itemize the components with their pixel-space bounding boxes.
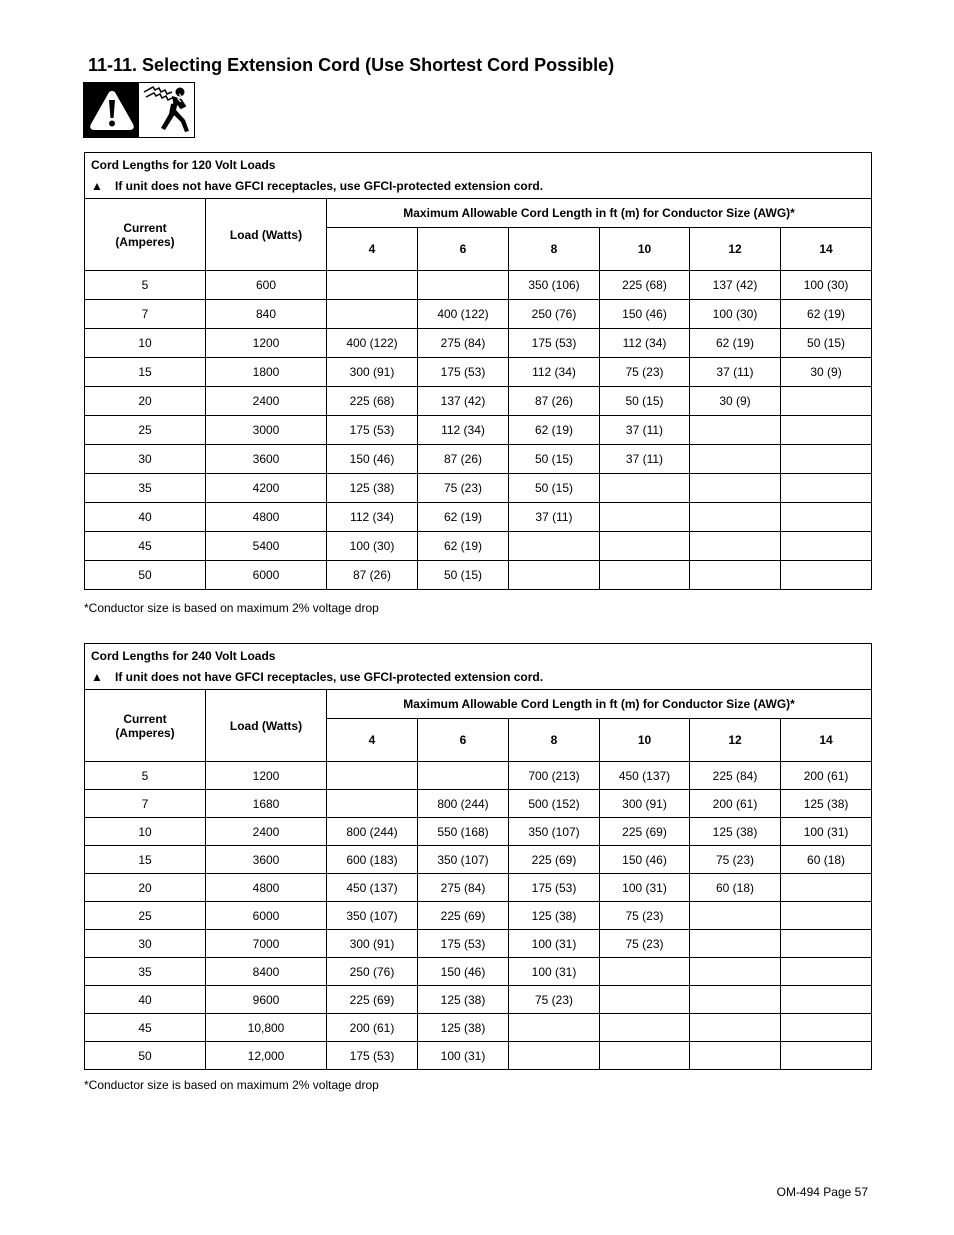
table-cell: 200 (61) bbox=[690, 790, 781, 818]
table-cell: 20 bbox=[85, 387, 206, 416]
header-row bbox=[85, 199, 872, 228]
table-cell: 4200 bbox=[206, 474, 327, 503]
table-cell: 87 (26) bbox=[509, 387, 600, 416]
table-row bbox=[85, 445, 872, 474]
table-cell: 62 (19) bbox=[509, 416, 600, 445]
warning-triangle-icon: ▲ bbox=[91, 179, 103, 193]
table-cell: 1680 bbox=[206, 790, 327, 818]
table-cell bbox=[690, 902, 781, 930]
header-current: Current (Amperes) bbox=[85, 690, 206, 762]
table-cell: 60 (18) bbox=[781, 846, 872, 874]
table-cell: 175 (53) bbox=[418, 930, 509, 958]
table-cell bbox=[690, 445, 781, 474]
table-cell bbox=[781, 474, 872, 503]
table-cell: 100 (30) bbox=[327, 532, 418, 561]
table-cell bbox=[781, 445, 872, 474]
table-caption-row bbox=[85, 644, 872, 690]
table-cell: 175 (53) bbox=[509, 329, 600, 358]
table-body bbox=[85, 762, 872, 1070]
table-cell: 50 bbox=[85, 1042, 206, 1070]
table-cell: 35 bbox=[85, 474, 206, 503]
table-cell: 50 bbox=[85, 561, 206, 590]
table-cell: 225 (84) bbox=[690, 762, 781, 790]
table-cell bbox=[781, 416, 872, 445]
table-row bbox=[85, 1042, 872, 1070]
header-size: 6 bbox=[418, 719, 509, 762]
table-row bbox=[85, 300, 872, 329]
table-cell: 45 bbox=[85, 532, 206, 561]
table-cell bbox=[327, 271, 418, 300]
header-size: 4 bbox=[327, 228, 418, 271]
footnote: *Conductor size is based on maximum 2% voltage drop bbox=[84, 1078, 379, 1092]
table-cell: 75 (23) bbox=[600, 930, 690, 958]
warning-icon bbox=[84, 83, 139, 137]
header-max-length: Maximum Allowable Cord Length in ft (m) for Conductor Size (AWG)* bbox=[327, 690, 872, 719]
table-cell: 225 (69) bbox=[600, 818, 690, 846]
table-cell: 4800 bbox=[206, 874, 327, 902]
table-row bbox=[85, 387, 872, 416]
table-cell: 40 bbox=[85, 503, 206, 532]
header-size: 4 bbox=[327, 719, 418, 762]
table-cell bbox=[781, 874, 872, 902]
table-cell bbox=[781, 503, 872, 532]
gfci-warning-text: If unit does not have GFCI receptacles, use GFCI-protected extension cord. bbox=[115, 670, 544, 684]
table-cell bbox=[600, 503, 690, 532]
table-cell: 25 bbox=[85, 902, 206, 930]
table-cell bbox=[690, 930, 781, 958]
table-cell: 62 (19) bbox=[781, 300, 872, 329]
table-cell: 600 (183) bbox=[327, 846, 418, 874]
table-cell: 500 (152) bbox=[509, 790, 600, 818]
table-cell bbox=[781, 930, 872, 958]
table-cell bbox=[600, 1042, 690, 1070]
table-cell: 137 (42) bbox=[418, 387, 509, 416]
table-cell: 3600 bbox=[206, 846, 327, 874]
table-cell: 8400 bbox=[206, 958, 327, 986]
cord-table-240v bbox=[84, 643, 872, 1070]
table-cell: 200 (61) bbox=[327, 1014, 418, 1042]
table-cell: 5 bbox=[85, 271, 206, 300]
table-cell: 700 (213) bbox=[509, 762, 600, 790]
table-cell: 300 (91) bbox=[327, 930, 418, 958]
table-cell: 40 bbox=[85, 986, 206, 1014]
table-cell: 250 (76) bbox=[509, 300, 600, 329]
table-caption bbox=[85, 153, 872, 199]
table-cell bbox=[600, 474, 690, 503]
table-cell: 37 (11) bbox=[690, 358, 781, 387]
table-cell bbox=[690, 503, 781, 532]
table-cell: 550 (168) bbox=[418, 818, 509, 846]
table-cell bbox=[327, 762, 418, 790]
table-cell: 400 (122) bbox=[418, 300, 509, 329]
table-cell: 450 (137) bbox=[327, 874, 418, 902]
table-cell: 125 (38) bbox=[690, 818, 781, 846]
table-caption-row bbox=[85, 153, 872, 199]
table-cell bbox=[781, 561, 872, 590]
table-cell: 100 (30) bbox=[690, 300, 781, 329]
table-cell: 5 bbox=[85, 762, 206, 790]
header-load: Load (Watts) bbox=[206, 199, 327, 271]
table-cell: 60 (18) bbox=[690, 874, 781, 902]
table-cell bbox=[600, 1014, 690, 1042]
table-cell: 50 (15) bbox=[509, 445, 600, 474]
table-caption bbox=[85, 644, 872, 690]
table-cell: 350 (107) bbox=[327, 902, 418, 930]
table-title: Cord Lengths for 120 Volt Loads bbox=[91, 158, 276, 172]
table-cell: 800 (244) bbox=[327, 818, 418, 846]
table-cell: 125 (38) bbox=[418, 1014, 509, 1042]
table-cell: 6000 bbox=[206, 561, 327, 590]
table-cell bbox=[781, 532, 872, 561]
header-size: 6 bbox=[418, 228, 509, 271]
table-cell: 10 bbox=[85, 329, 206, 358]
header-size: 8 bbox=[509, 719, 600, 762]
table-cell: 225 (68) bbox=[600, 271, 690, 300]
table-cell: 3000 bbox=[206, 416, 327, 445]
table-cell bbox=[600, 561, 690, 590]
table-row bbox=[85, 474, 872, 503]
table-row bbox=[85, 846, 872, 874]
table-cell: 175 (53) bbox=[327, 1042, 418, 1070]
table-cell bbox=[781, 986, 872, 1014]
table-cell: 20 bbox=[85, 874, 206, 902]
table-cell: 45 bbox=[85, 1014, 206, 1042]
table-row bbox=[85, 762, 872, 790]
table-cell: 30 (9) bbox=[690, 387, 781, 416]
table-cell: 350 (107) bbox=[509, 818, 600, 846]
table-cell: 75 (23) bbox=[418, 474, 509, 503]
header-current: Current (Amperes) bbox=[85, 199, 206, 271]
table-row bbox=[85, 902, 872, 930]
table-cell: 15 bbox=[85, 358, 206, 387]
table-cell: 300 (91) bbox=[327, 358, 418, 387]
table-cell: 2400 bbox=[206, 818, 327, 846]
gfci-warning bbox=[91, 179, 865, 193]
table-cell: 37 (11) bbox=[600, 445, 690, 474]
table-cell: 100 (31) bbox=[509, 930, 600, 958]
table-cell bbox=[690, 416, 781, 445]
table-cell: 200 (61) bbox=[781, 762, 872, 790]
header-size: 14 bbox=[781, 719, 872, 762]
table-row bbox=[85, 986, 872, 1014]
gfci-warning-text: If unit does not have GFCI receptacles, use GFCI-protected extension cord. bbox=[115, 179, 544, 193]
table-cell: 100 (30) bbox=[781, 271, 872, 300]
header-size: 14 bbox=[781, 228, 872, 271]
table-cell: 112 (34) bbox=[327, 503, 418, 532]
table-cell: 62 (19) bbox=[418, 503, 509, 532]
table-cell bbox=[418, 762, 509, 790]
table-cell: 30 (9) bbox=[781, 358, 872, 387]
table-cell: 75 (23) bbox=[690, 846, 781, 874]
table-cell: 75 (23) bbox=[600, 902, 690, 930]
table-cell: 35 bbox=[85, 958, 206, 986]
table-cell: 100 (31) bbox=[509, 958, 600, 986]
table-cell: 4800 bbox=[206, 503, 327, 532]
table-cell bbox=[509, 532, 600, 561]
table-cell bbox=[690, 986, 781, 1014]
table-cell: 7 bbox=[85, 790, 206, 818]
table-cell: 125 (38) bbox=[781, 790, 872, 818]
table-cell bbox=[781, 1014, 872, 1042]
table-cell bbox=[509, 561, 600, 590]
table-cell bbox=[690, 958, 781, 986]
table-cell bbox=[327, 300, 418, 329]
table-row bbox=[85, 1014, 872, 1042]
table-row bbox=[85, 532, 872, 561]
table-cell: 100 (31) bbox=[600, 874, 690, 902]
table-cell: 175 (53) bbox=[509, 874, 600, 902]
table-cell: 112 (34) bbox=[509, 358, 600, 387]
table-cell: 300 (91) bbox=[600, 790, 690, 818]
table-cell: 225 (69) bbox=[327, 986, 418, 1014]
footnote: *Conductor size is based on maximum 2% voltage drop bbox=[84, 601, 379, 615]
cord-table-120v bbox=[84, 152, 872, 590]
table-cell: 150 (46) bbox=[600, 846, 690, 874]
table-cell: 275 (84) bbox=[418, 329, 509, 358]
page-title: 11-11. Selecting Extension Cord (Use Shortest Cord Possible) bbox=[88, 55, 615, 75]
table-cell: 75 (23) bbox=[509, 986, 600, 1014]
table-cell: 75 (23) bbox=[600, 358, 690, 387]
table-row bbox=[85, 561, 872, 590]
header-size: 12 bbox=[690, 719, 781, 762]
table-cell: 840 bbox=[206, 300, 327, 329]
table-cell bbox=[418, 271, 509, 300]
table-cell: 87 (26) bbox=[418, 445, 509, 474]
table-cell: 225 (69) bbox=[509, 846, 600, 874]
table-cell bbox=[600, 532, 690, 561]
table-cell: 450 (137) bbox=[600, 762, 690, 790]
table-cell bbox=[690, 1042, 781, 1070]
header-row bbox=[85, 690, 872, 719]
header-size: 8 bbox=[509, 228, 600, 271]
table-cell bbox=[781, 1042, 872, 1070]
gfci-warning bbox=[91, 670, 865, 684]
table-cell: 37 (11) bbox=[509, 503, 600, 532]
table-cell: 175 (53) bbox=[418, 358, 509, 387]
table-cell: 225 (69) bbox=[418, 902, 509, 930]
table-cell: 30 bbox=[85, 930, 206, 958]
header-size: 10 bbox=[600, 228, 690, 271]
table-cell: 9600 bbox=[206, 986, 327, 1014]
table-cell: 150 (46) bbox=[327, 445, 418, 474]
table-cell: 125 (38) bbox=[509, 902, 600, 930]
table-row bbox=[85, 358, 872, 387]
table-cell: 25 bbox=[85, 416, 206, 445]
table-cell: 50 (15) bbox=[509, 474, 600, 503]
table-cell: 7000 bbox=[206, 930, 327, 958]
table-cell: 50 (15) bbox=[600, 387, 690, 416]
table-row bbox=[85, 818, 872, 846]
table-cell: 6000 bbox=[206, 902, 327, 930]
table-row bbox=[85, 790, 872, 818]
table-cell: 400 (122) bbox=[327, 329, 418, 358]
warning-triangle-icon: ▲ bbox=[91, 670, 103, 684]
table-row bbox=[85, 930, 872, 958]
table-cell: 10 bbox=[85, 818, 206, 846]
table-cell: 125 (38) bbox=[418, 986, 509, 1014]
table-row bbox=[85, 874, 872, 902]
table-cell: 87 (26) bbox=[327, 561, 418, 590]
table-cell: 275 (84) bbox=[418, 874, 509, 902]
table-cell: 1200 bbox=[206, 762, 327, 790]
table-row bbox=[85, 503, 872, 532]
table-cell: 10,800 bbox=[206, 1014, 327, 1042]
table-cell bbox=[781, 387, 872, 416]
table-cell: 150 (46) bbox=[418, 958, 509, 986]
table-cell: 125 (38) bbox=[327, 474, 418, 503]
table-cell bbox=[690, 474, 781, 503]
page-number: OM-494 Page 57 bbox=[776, 1185, 868, 1199]
table-cell: 7 bbox=[85, 300, 206, 329]
table-cell: 175 (53) bbox=[327, 416, 418, 445]
table-cell: 62 (19) bbox=[690, 329, 781, 358]
table-cell: 62 (19) bbox=[418, 532, 509, 561]
table-cell: 112 (34) bbox=[600, 329, 690, 358]
table-cell: 15 bbox=[85, 846, 206, 874]
table-cell: 600 bbox=[206, 271, 327, 300]
header-max-length: Maximum Allowable Cord Length in ft (m) for Conductor Size (AWG)* bbox=[327, 199, 872, 228]
table-cell: 50 (15) bbox=[781, 329, 872, 358]
table-cell: 50 (15) bbox=[418, 561, 509, 590]
table-cell: 100 (31) bbox=[418, 1042, 509, 1070]
table-cell: 225 (68) bbox=[327, 387, 418, 416]
table-row bbox=[85, 271, 872, 300]
table-cell bbox=[327, 790, 418, 818]
table-cell: 2400 bbox=[206, 387, 327, 416]
table-body bbox=[85, 271, 872, 590]
table-cell: 137 (42) bbox=[690, 271, 781, 300]
table-cell: 30 bbox=[85, 445, 206, 474]
table-cell: 1800 bbox=[206, 358, 327, 387]
table-cell: 800 (244) bbox=[418, 790, 509, 818]
table-cell bbox=[781, 958, 872, 986]
header-size: 10 bbox=[600, 719, 690, 762]
table-title: Cord Lengths for 240 Volt Loads bbox=[91, 649, 276, 663]
table-cell bbox=[690, 1014, 781, 1042]
table-cell: 12,000 bbox=[206, 1042, 327, 1070]
table-cell: 250 (76) bbox=[327, 958, 418, 986]
table-cell: 350 (106) bbox=[509, 271, 600, 300]
table-cell bbox=[781, 902, 872, 930]
electric-shock-icon bbox=[139, 83, 194, 137]
table-cell: 3600 bbox=[206, 445, 327, 474]
table-row bbox=[85, 329, 872, 358]
hazard-symbols bbox=[83, 82, 195, 138]
table-cell bbox=[600, 986, 690, 1014]
table-cell: 350 (107) bbox=[418, 846, 509, 874]
table-row bbox=[85, 416, 872, 445]
table-cell: 5400 bbox=[206, 532, 327, 561]
table-cell: 150 (46) bbox=[600, 300, 690, 329]
table-cell: 112 (34) bbox=[418, 416, 509, 445]
table-cell bbox=[509, 1042, 600, 1070]
table-cell: 100 (31) bbox=[781, 818, 872, 846]
header-size: 12 bbox=[690, 228, 781, 271]
table-row bbox=[85, 958, 872, 986]
table-cell: 37 (11) bbox=[600, 416, 690, 445]
table-cell bbox=[690, 532, 781, 561]
table-cell bbox=[509, 1014, 600, 1042]
table-cell: 1200 bbox=[206, 329, 327, 358]
table-cell bbox=[600, 958, 690, 986]
table-cell bbox=[690, 561, 781, 590]
header-load: Load (Watts) bbox=[206, 690, 327, 762]
